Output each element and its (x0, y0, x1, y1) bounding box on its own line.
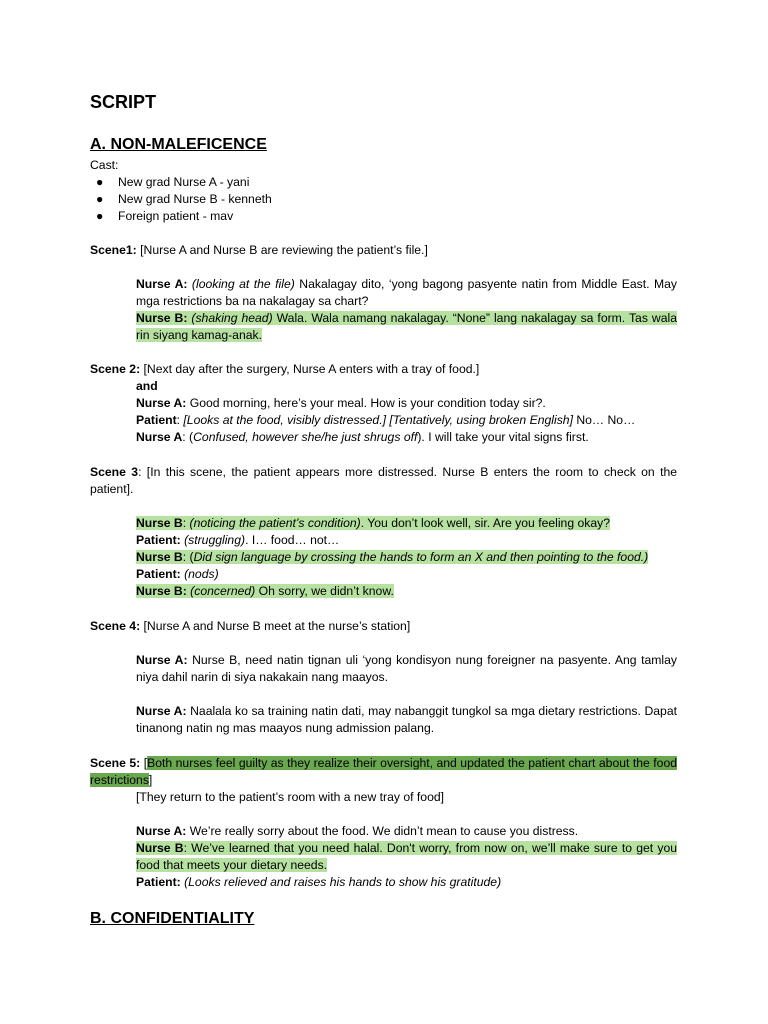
speaker: Nurse B: (136, 584, 187, 598)
scene5-line1: Nurse A: We’re really sorry about the food. We didn’t mean to cause you distress. (136, 824, 579, 838)
speaker: Nurse A: (136, 396, 187, 410)
scene-label: Scene1: (90, 243, 137, 257)
cast-list (90, 174, 272, 225)
stage-direction: Confused, however she/he just shrugs off (193, 430, 418, 444)
scene1-line1: Nurse A: (looking at the file) Nakalagay dito, ‘yong bagong pasyente natin from Middle East. May mga restrictions ba na nakalagay sa chart? (136, 277, 677, 308)
speaker: Nurse B (136, 550, 183, 564)
highlighted-dialogue: Nurse B: (shaking head) Wala. Wala namang nakalagay. “None” lang nakalagay sa form. Tas wala rin siyang kamag-anak. (136, 311, 677, 342)
scene3-heading: Scene 3: [In this scene, the patient appears more distressed. Nurse B enters the room to check on the patient]. (90, 465, 678, 496)
list-item: ● New grad Nurse A - yani (96, 175, 250, 189)
scene3-line2: Patient: (struggling). I… food… not… (136, 533, 340, 547)
speaker: Nurse A: (136, 653, 188, 667)
stage-direction: (shaking head) (191, 311, 273, 325)
scene4-heading: Scene 4: [Nurse A and Nurse B meet at the nurse’s station] (90, 619, 411, 633)
list-item: ● Foreign patient - mav (96, 209, 234, 223)
speaker: Nurse A: (136, 277, 188, 291)
speaker: Nurse B (136, 841, 184, 855)
highlighted-dialogue: Nurse B: (Did sign language by crossing the hands to form an X and then pointing to the food.) (136, 550, 649, 564)
stage-direction: Did sign language by crossing the hands to form an X and then pointing to the food.) (193, 550, 649, 564)
speaker: Nurse A: (136, 824, 187, 838)
scene2-heading: Scene 2: [Next day after the surgery, Nurse A enters with a tray of food.] (90, 362, 480, 376)
scene3-line4 (136, 566, 219, 583)
scene5-heading: Scene 5: [Both nurses feel guilty as they realize their oversight, and updated the patient chart about the food restrictions] (90, 756, 678, 787)
highlighted-dialogue: Nurse B: (concerned) Oh sorry, we didn’t know. (136, 584, 394, 598)
scene2-line1: Nurse A: Good morning, here’s your meal. How is your condition today sir?. (136, 396, 546, 410)
speaker: Patient (136, 413, 177, 427)
scene4-line2: Nurse A: Naalala ko sa training natin dati, may nabanggit tungkol sa mga dietary restrictions. Dapat tinanong natin ng mas maayos nung admission palang. (136, 704, 677, 735)
scene-label: Scene 3 (90, 465, 139, 479)
speaker: Patient: (136, 567, 181, 581)
cast-label: Cast: (90, 158, 119, 172)
scene4-line1: Nurse A: Nurse B, need natin tignan uli ‘yong kondisyon nung foreigner na pasyente. Ang tamlay niya dahil narin di siya nakakain nang maayos. (136, 653, 677, 684)
bullet-icon: ● (96, 175, 104, 189)
stage-direction: (struggling) (180, 533, 246, 547)
scene3-line3 (136, 549, 648, 566)
stage-direction: (noticing the patient’s condition) (189, 516, 361, 530)
scene-label: Scene 4: (90, 619, 141, 633)
speaker: Patient: (136, 875, 181, 889)
bullet-icon: ● (96, 209, 104, 223)
list-item: ● New grad Nurse B - kenneth (96, 192, 272, 206)
scene1-heading: Scene1: [Nurse A and Nurse B are reviewing the patient’s file.] (90, 243, 428, 257)
scene5-line2 (136, 840, 677, 874)
stage-direction: (Looks relieved and raises his hands to show his gratitude) (180, 875, 502, 889)
stage-direction: (looking at the file) (191, 277, 295, 291)
section-b-heading: B. CONFIDENTIALITY (90, 910, 255, 927)
section-a-heading: A. NON-MALEFICENCE (90, 136, 267, 153)
scene2-and: and (136, 379, 158, 393)
highlighted-direction: Both nurses feel guilty as they realize their oversight, and updated the patient chart about the food restrictions (90, 756, 678, 787)
speaker: Nurse B: (136, 311, 188, 325)
scene5-line3 (136, 874, 501, 891)
speaker: Patient: (136, 533, 181, 547)
speaker: Nurse B (136, 516, 183, 530)
highlighted-dialogue: Nurse B: (noticing the patient’s condition). You don’t look well, sir. Are you feeling okay? (136, 516, 611, 530)
bullet-icon: ● (96, 192, 104, 206)
speaker: Nurse A (136, 430, 183, 444)
scene-label: Scene 2: (90, 362, 141, 376)
scene2-line2: Patient: [Looks at the food, visibly distressed.] [Tentatively, using broken English] No… No… (136, 413, 636, 427)
stage-direction: (nods) (180, 567, 219, 581)
scene5-direction: [They return to the patient’s room with a new tray of food] (136, 790, 445, 804)
scene2-line3: Nurse A: (Confused, however she/he just shrugs off). I will take your vital signs first. (136, 430, 589, 444)
speaker: Nurse A: (136, 704, 187, 718)
highlighted-dialogue: Nurse B: We’ve learned that you need halal. Don't worry, from now on, we’ll make sure to get you food that meets your dietary needs. (136, 841, 677, 872)
scene-label: Scene 5: (90, 756, 141, 770)
stage-direction: (concerned) (186, 584, 256, 598)
document-title: SCRIPT (90, 92, 157, 112)
stage-direction: [Looks at the food, visibly distressed.] [Tentatively, using broken English] (183, 413, 573, 427)
scene3-line1 (136, 515, 610, 532)
scene3-line5 (136, 583, 394, 600)
scene1-line2 (136, 310, 677, 344)
